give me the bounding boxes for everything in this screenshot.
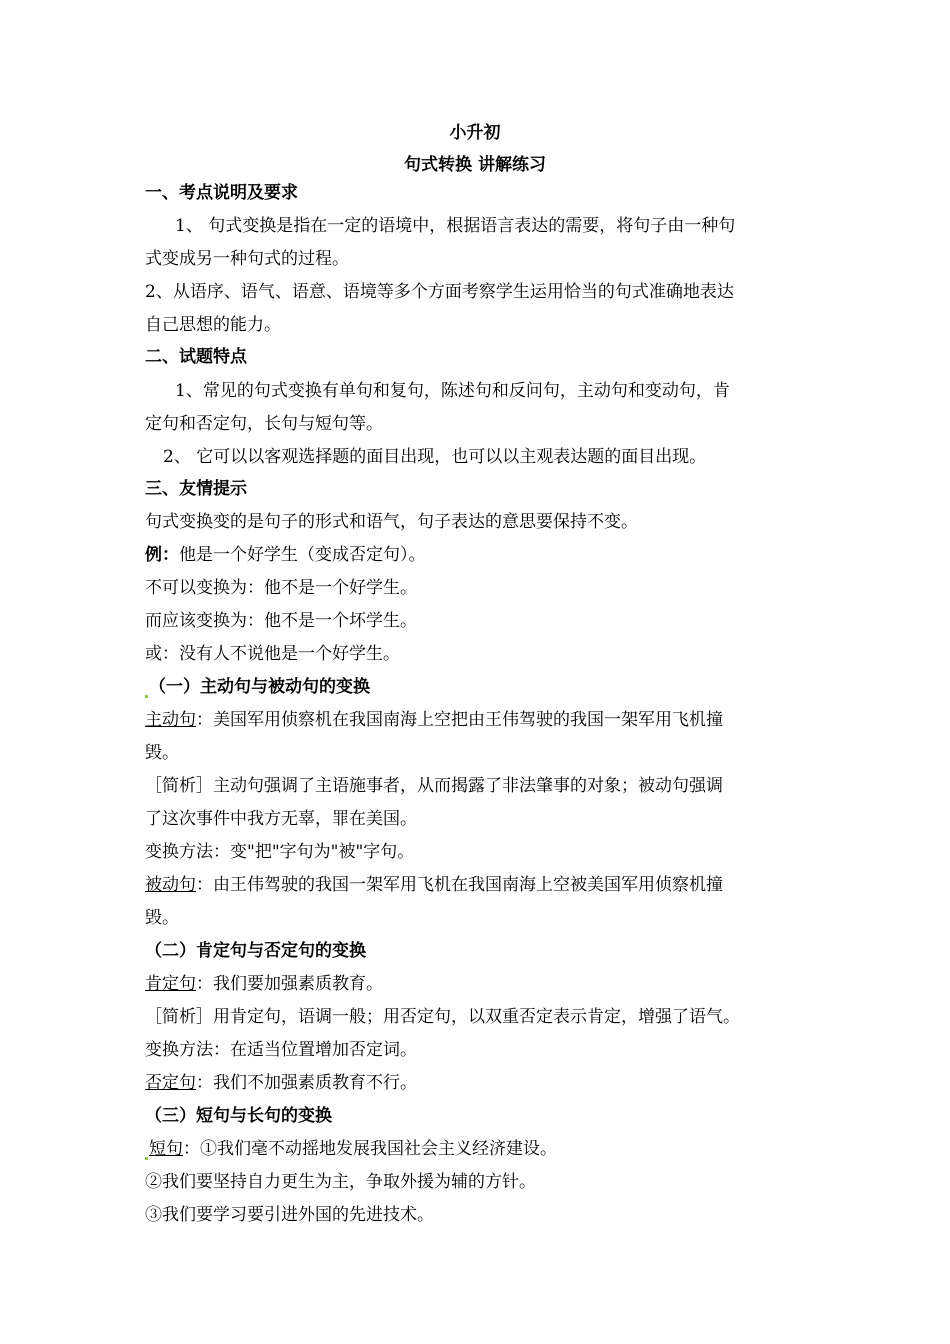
s1-paragraph-2b: 自己思想的能力。 (145, 315, 281, 335)
part-1-heading-text: （一）主动句与被动句的变换 (149, 677, 370, 697)
part1-active (145, 709, 815, 731)
active-label: 主动句 (145, 710, 196, 730)
passive-label: 被动句 (145, 875, 196, 895)
part-2-heading: （二）肯定句与否定句的变换 (145, 941, 366, 961)
part3-sentence-3: ③我们要学习要引进外国的先进技术。 (145, 1205, 434, 1225)
part2-positive (145, 973, 815, 995)
s1-paragraph-1b: 式变成另一种句式的过程。 (145, 249, 349, 269)
part1-active-b: 毁。 (145, 743, 179, 763)
s3-paragraph-1: 句式变换变的是句子的形式和语气，句子表达的意思要保持不变。 (145, 512, 638, 532)
example-text: 他是一个好学生（变成否定句）。 (179, 545, 426, 565)
passive-text-a: ：由王伟驾驶的我国一架军用飞机在我国南海上空被美国军用侦察机撞 (196, 875, 723, 895)
section-2-heading: 二、试题特点 (145, 347, 247, 367)
part2-negative (145, 1072, 815, 1094)
s3-paragraph-4: 而应该变换为：他不是一个坏学生。 (145, 611, 417, 631)
s3-example (145, 544, 815, 566)
s1-paragraph-2a: 2、从语序、语气、语意、语境等多个方面考察学生运用恰当的句式准确地表达 (145, 282, 734, 302)
s3-paragraph-5: 或：没有人不说他是一个好学生。 (145, 644, 400, 664)
negative-text: ：我们不加强素质教育不行。 (196, 1073, 417, 1093)
active-text-a: ：美国军用侦察机在我国南海上空把由王伟驾驶的我国一架军用飞机撞 (196, 710, 723, 730)
s3-paragraph-3: 不可以变换为：他不是一个好学生。 (145, 578, 417, 598)
part3-sentence-2: ②我们要坚持自力更生为主，争取外援为辅的方针。 (145, 1172, 536, 1192)
positive-text: ：我们要加强素质教育。 (196, 974, 383, 994)
part2-analysis: ［简析］用肯定句，语调一般；用否定句，以双重否定表示肯定，增强了语气。 (145, 1007, 740, 1027)
s2-paragraph-1b: 定句和否定句，长句与短句等。 (145, 414, 383, 434)
marker-dot (145, 695, 148, 698)
part-3-heading: （三）短句与长句的变换 (145, 1106, 332, 1126)
part1-passive-b: 毁。 (145, 908, 179, 928)
part1-analysis-b: 了这次事件中我方无辜，罪在美国。 (145, 809, 417, 829)
example-label: 例： (145, 545, 179, 565)
part1-method: 变换方法：变"把"字句为"被"字句。 (145, 842, 415, 862)
part-1-heading (145, 676, 815, 698)
part2-method: 变换方法：在适当位置增加否定词。 (145, 1040, 417, 1060)
marker-dot (145, 1157, 148, 1160)
doc-title: 小升初 (449, 123, 501, 143)
s2-paragraph-1a: 1、常见的句式变换有单句和复句，陈述句和反问句，主动句和变动句，肯 (175, 381, 730, 401)
short-text: ：①我们毫不动摇地发展我国社会主义经济建设。 (183, 1139, 557, 1159)
s1-paragraph-1a: 1、 句式变换是指在一定的语境中，根据语言表达的需要，将句子由一种句 (175, 216, 736, 236)
short-label: 短句 (149, 1139, 183, 1159)
negative-label: 否定句 (145, 1073, 196, 1093)
part1-analysis-a: ［简析］主动句强调了主语施事者，从而揭露了非法肇事的对象；被动句强调 (145, 776, 723, 796)
s2-paragraph-2: 2、 它可以以客观选择题的面目出现，也可以以主观表达题的面目出现。 (163, 447, 707, 467)
doc-subtitle: 句式转换 讲解练习 (404, 155, 546, 175)
section-3-heading: 三、友情提示 (145, 479, 247, 499)
positive-label: 肯定句 (145, 974, 196, 994)
part3-short (145, 1138, 815, 1160)
section-1-heading: 一、考点说明及要求 (145, 183, 298, 203)
part1-passive (145, 874, 815, 896)
